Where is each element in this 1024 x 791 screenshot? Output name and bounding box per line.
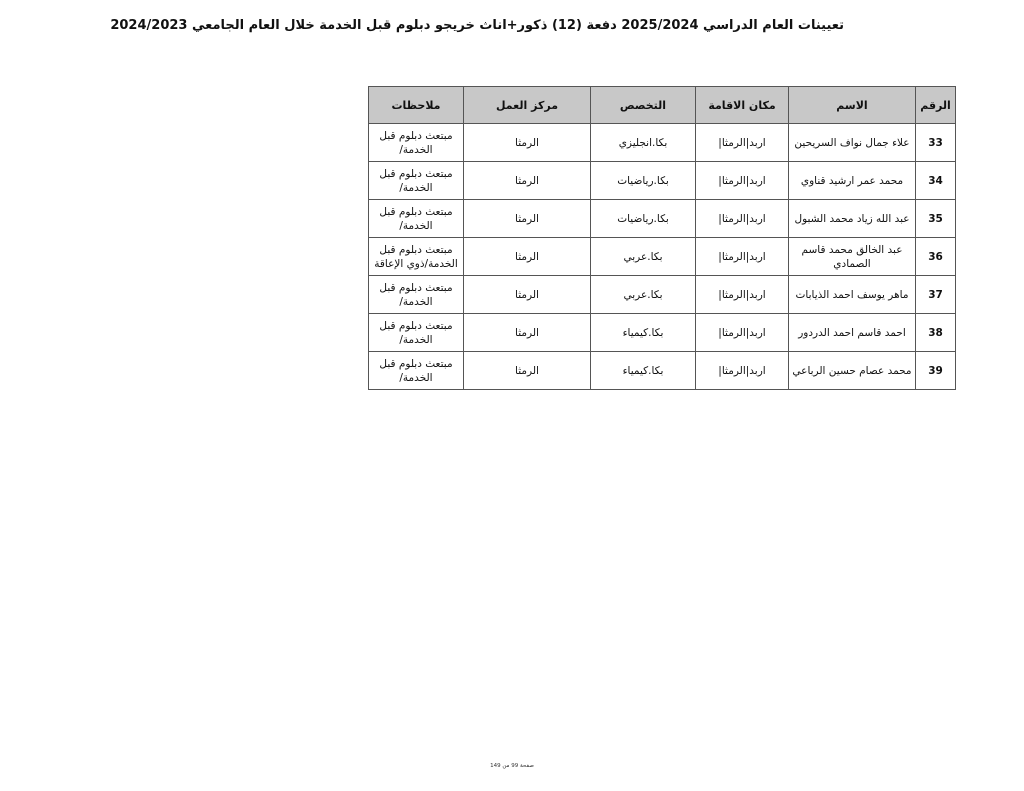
cell-notes: مبتعث دبلوم قبل الخدمة/ bbox=[369, 124, 464, 162]
cell-name: علاء جمال نواف السريحين bbox=[789, 124, 916, 162]
cell-workplace: الرمثا bbox=[464, 352, 591, 390]
cell-notes: مبتعث دبلوم قبل الخدمة/ bbox=[369, 352, 464, 390]
header-notes: ملاحظات bbox=[369, 87, 464, 124]
header-specialization: التخصص bbox=[591, 87, 696, 124]
cell-notes: مبتعث دبلوم قبل الخدمة/ bbox=[369, 162, 464, 200]
table-row bbox=[369, 276, 956, 314]
table-header-row bbox=[369, 87, 956, 124]
cell-specialization: بكا.عربي bbox=[591, 276, 696, 314]
cell-residence: اربد|الرمثا| bbox=[696, 276, 789, 314]
cell-residence: اربد|الرمثا| bbox=[696, 352, 789, 390]
cell-specialization: بكا.كيمياء bbox=[591, 352, 696, 390]
cell-workplace: الرمثا bbox=[464, 276, 591, 314]
header-residence: مكان الاقامة bbox=[696, 87, 789, 124]
cell-name: عبد الخالق محمد قاسم الصمادي bbox=[789, 238, 916, 276]
cell-workplace: الرمثا bbox=[464, 314, 591, 352]
table-row bbox=[369, 200, 956, 238]
header-name: الاسم bbox=[789, 87, 916, 124]
cell-residence: اربد|الرمثا| bbox=[696, 162, 789, 200]
cell-num: 38 bbox=[916, 314, 956, 352]
cell-name: عبد الله زياد محمد الشبول bbox=[789, 200, 916, 238]
cell-name: احمد قاسم احمد الدردور bbox=[789, 314, 916, 352]
cell-residence: اربد|الرمثا| bbox=[696, 238, 789, 276]
cell-residence: اربد|الرمثا| bbox=[696, 314, 789, 352]
cell-num: 37 bbox=[916, 276, 956, 314]
header-workplace: مركز العمل bbox=[464, 87, 591, 124]
cell-workplace: الرمثا bbox=[464, 162, 591, 200]
page-number-footer: صفحة 99 من 149 bbox=[490, 763, 534, 769]
cell-name: ماهر يوسف احمد الذيابات bbox=[789, 276, 916, 314]
cell-num: 36 bbox=[916, 238, 956, 276]
cell-specialization: بكا.رياضيات bbox=[591, 200, 696, 238]
cell-specialization: بكا.رياضيات bbox=[591, 162, 696, 200]
cell-workplace: الرمثا bbox=[464, 238, 591, 276]
table-row bbox=[369, 238, 956, 276]
header-num: الرقم bbox=[916, 87, 956, 124]
table-row bbox=[369, 162, 956, 200]
cell-notes: مبتعث دبلوم قبل الخدمة/ذوي الإعاقة bbox=[369, 238, 464, 276]
cell-specialization: بكا.عربي bbox=[591, 238, 696, 276]
cell-num: 35 bbox=[916, 200, 956, 238]
cell-specialization: بكا.انجليزي bbox=[591, 124, 696, 162]
document-title: تعيينات العام الدراسي 2025/2024 دفعة (12) ذكور+اناث خريجو دبلوم قبل الخدمة خلال العام الجامعي 2024/2023 bbox=[110, 18, 844, 33]
table-row bbox=[369, 352, 956, 390]
table-row bbox=[369, 124, 956, 162]
table-row bbox=[369, 314, 956, 352]
cell-residence: اربد|الرمثا| bbox=[696, 200, 789, 238]
cell-name: محمد عصام حسين الرباعي bbox=[789, 352, 916, 390]
appointments-table bbox=[368, 86, 956, 390]
cell-num: 34 bbox=[916, 162, 956, 200]
cell-notes: مبتعث دبلوم قبل الخدمة/ bbox=[369, 200, 464, 238]
cell-num: 39 bbox=[916, 352, 956, 390]
cell-workplace: الرمثا bbox=[464, 200, 591, 238]
cell-num: 33 bbox=[916, 124, 956, 162]
cell-notes: مبتعث دبلوم قبل الخدمة/ bbox=[369, 276, 464, 314]
cell-workplace: الرمثا bbox=[464, 124, 591, 162]
cell-name: محمد عمر ارشيد قناوي bbox=[789, 162, 916, 200]
cell-notes: مبتعث دبلوم قبل الخدمة/ bbox=[369, 314, 464, 352]
cell-specialization: بكا.كيمياء bbox=[591, 314, 696, 352]
cell-residence: اربد|الرمثا| bbox=[696, 124, 789, 162]
